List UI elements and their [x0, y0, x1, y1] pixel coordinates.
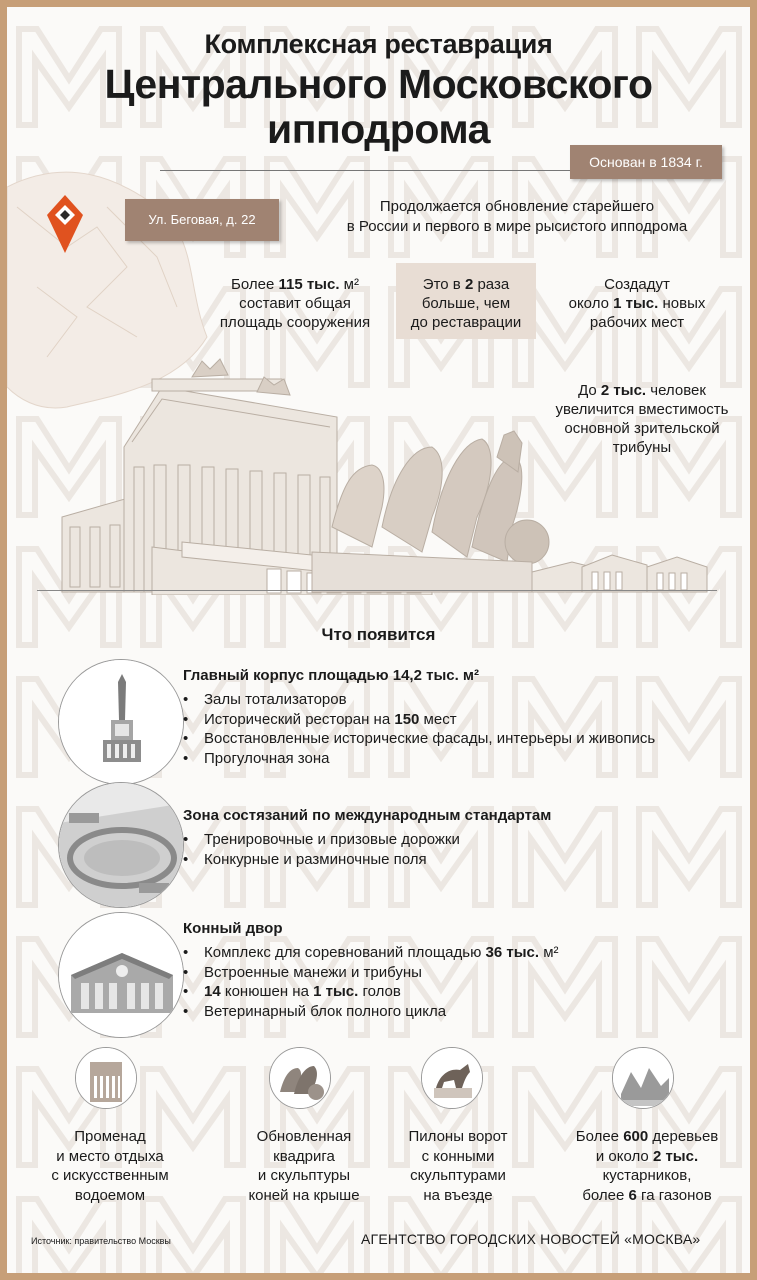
list-item: • Прогулочная зона: [183, 749, 733, 769]
lead-line-1: Продолжается обновление старейшего: [379, 198, 655, 215]
lead-text: [307, 197, 727, 237]
lead-line-2: в России и первого в мире рысистого ипподрома: [346, 218, 688, 235]
feature-quadriga: [229, 1127, 379, 1205]
illustration-baseline: [37, 590, 717, 591]
feature-text: и около: [595, 1147, 653, 1165]
stat-ratio-line-2: больше, чем: [421, 295, 511, 312]
list-item: • Ветеринарный блок полного цикла: [183, 1002, 733, 1022]
section-title: Что появится: [321, 625, 436, 644]
list-item-number: 1 тыс.: [313, 983, 359, 1000]
list-item: [183, 943, 733, 963]
block-list: [183, 943, 733, 1021]
stat-ratio-pre: Это в: [422, 276, 465, 293]
stat-capacity-post: человек: [646, 382, 706, 399]
feature-line: Обновленная: [256, 1128, 352, 1145]
location-pin-icon: [45, 193, 85, 255]
stat-jobs-number: 1 тыс.: [613, 295, 659, 312]
promenade-image: [75, 1047, 137, 1109]
feature-line: квадрига: [273, 1147, 335, 1165]
feature-line: водоемом: [74, 1186, 146, 1204]
stat-capacity-line-4: трибуны: [612, 439, 672, 456]
stable-building-icon: [59, 913, 184, 1038]
race-track-image: [58, 782, 184, 908]
title-line-3: ипподрома: [267, 106, 490, 152]
list-item-number: 36 тыс.: [485, 944, 540, 961]
feature-number: 2 тыс.: [652, 1147, 699, 1165]
source-note: Источник: правительство Москвы: [31, 1236, 171, 1246]
quadriga-image: [269, 1047, 331, 1109]
block-title: Зона состязаний по международным стандартам: [183, 807, 552, 824]
title-divider: [160, 170, 580, 171]
feature-line: Променад: [74, 1128, 146, 1145]
feature-promenade: [35, 1127, 185, 1205]
feature-text: более: [582, 1186, 629, 1204]
feature-number: 600: [623, 1128, 649, 1145]
stat-jobs: [542, 275, 732, 332]
list-item-text: Исторический ресторан на: [204, 710, 395, 728]
address-tag: Ул. Беговая, д. 22: [125, 199, 279, 241]
spire-tower-icon: [59, 660, 184, 785]
title-line-2: Центрального Московского: [104, 61, 653, 107]
greenery-image: [612, 1047, 674, 1109]
list-item: [183, 710, 733, 730]
race-track-icon: [59, 783, 184, 908]
stat-capacity-pre: До: [578, 382, 601, 399]
stat-ratio: [396, 263, 536, 339]
list-item: • Тренировочные и призовые дорожки: [183, 830, 733, 850]
feature-line: и место отдыха: [56, 1147, 164, 1165]
stat-area-number: 115 тыс.: [278, 276, 340, 293]
block-horse-yard: [183, 920, 733, 1021]
feature-line: скульптурами: [410, 1167, 506, 1184]
stat-jobs-line-3: рабочих мест: [589, 314, 685, 331]
promenade-building-icon: [76, 1048, 137, 1109]
stat-jobs-line-1: Создадут: [604, 276, 670, 293]
block-title: Главный корпус площадью 14,2 тыс. м²: [183, 667, 480, 684]
feature-line: коней на крыше: [248, 1186, 360, 1204]
stat-area-line-3: площадь сооружения: [219, 314, 371, 331]
feature-line: кустарников,: [602, 1167, 692, 1184]
stat-area: [205, 275, 385, 332]
list-item-text: конюшен на: [220, 983, 314, 1000]
title-line-1: Комплексная реставрация: [204, 29, 553, 59]
hippodrome-building-illustration: [52, 347, 712, 595]
block-main-building: [183, 667, 733, 768]
stat-area-pre: Более: [231, 276, 279, 293]
stat-area-line-2: составит общая: [239, 295, 351, 312]
founded-tag: Основан в 1834 г.: [570, 145, 722, 179]
list-item-text: голов: [358, 983, 401, 1000]
feature-line: и скульптуры: [257, 1167, 351, 1184]
stat-capacity-number: 2 тыс.: [600, 382, 647, 399]
stat-ratio-number: 2: [464, 276, 474, 293]
stat-ratio-line-3: до реставрации: [410, 314, 522, 331]
trees-icon: [613, 1048, 674, 1109]
stat-ratio-post: раза: [473, 276, 510, 293]
horse-sculpture-icon: [422, 1048, 483, 1109]
stat-jobs-post: новых: [658, 295, 706, 312]
list-item: • Залы тотализаторов: [183, 690, 733, 710]
horse-yard-image: [58, 912, 184, 1038]
stat-jobs-pre: около: [568, 295, 614, 312]
list-item: • Встроенные манежи и трибуны: [183, 963, 733, 983]
feature-greenery: [562, 1127, 732, 1205]
main-building-image: [58, 659, 184, 785]
feature-line: на въезде: [423, 1186, 493, 1204]
block-title: Конный двор: [183, 920, 283, 937]
feature-line: Пилоны ворот: [408, 1128, 508, 1145]
list-item-text: мест: [419, 710, 457, 728]
feature-line: с конными: [421, 1147, 495, 1165]
list-item-number: 14: [204, 983, 221, 1000]
feature-text: Более: [575, 1128, 624, 1145]
quadriga-icon: [270, 1048, 331, 1109]
gate-pylons-image: [421, 1047, 483, 1109]
feature-pylons: [383, 1127, 533, 1205]
list-item-number: 150: [394, 710, 420, 728]
list-item-text: Комплекс для соревнований площадью: [204, 944, 486, 961]
block-list: [183, 690, 733, 768]
list-item: [183, 982, 733, 1002]
feature-text: га газонов: [636, 1186, 712, 1204]
feature-line: с искусственным: [51, 1167, 169, 1184]
feature-number: 6: [628, 1186, 637, 1204]
stat-area-unit: м²: [339, 276, 359, 293]
agency-credit: АГЕНТСТВО ГОРОДСКИХ НОВОСТЕЙ «МОСКВА»: [361, 1231, 701, 1247]
infographic: [7, 7, 750, 1273]
feature-text: деревьев: [648, 1128, 719, 1145]
list-item: • Конкурные и разминочные поля: [183, 850, 733, 870]
list-item: • Восстановленные исторические фасады, интерьеры и живопись: [183, 729, 733, 749]
list-item-text: м²: [539, 944, 559, 961]
stat-capacity-line-2: увеличится вместимость: [555, 401, 729, 418]
block-list: [183, 830, 733, 869]
block-race-zone: [183, 807, 733, 869]
stat-capacity-line-3: основной зрительской: [564, 420, 720, 437]
